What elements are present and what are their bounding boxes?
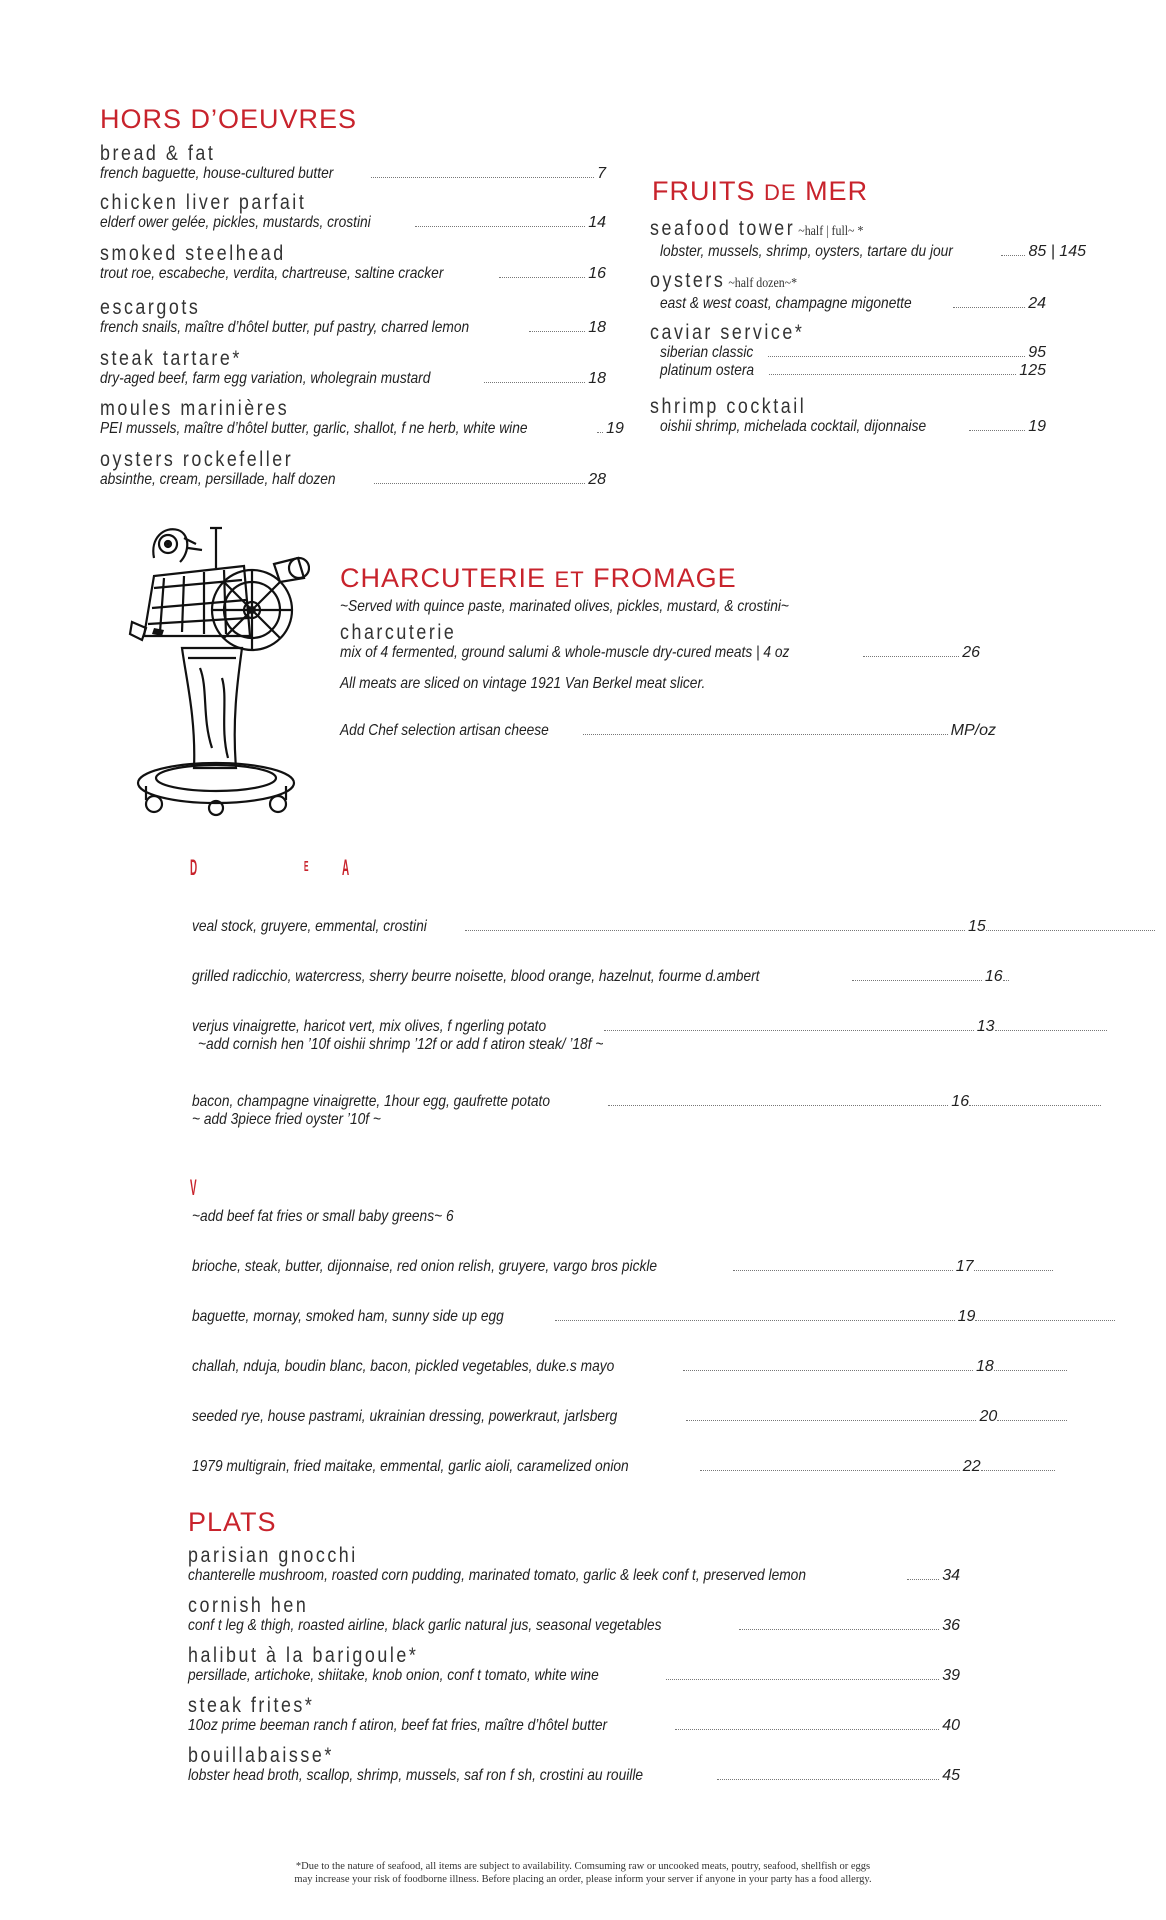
- item-desc: brioche, steak, butter, dijonnaise, red onion relish, gruyere, vargo bros pickle: [192, 1258, 658, 1275]
- soups-row: [192, 968, 1010, 986]
- item-price: 28: [588, 471, 606, 488]
- item-name: bouillabaisse*: [188, 1744, 334, 1767]
- item-desc: persillade, artichoke, shiitake, knob onion, conf t tomato, white wine: [188, 1667, 599, 1684]
- sandwich-row: [192, 1258, 1056, 1276]
- sandwich-addon: ~add beef fat fries or small baby greens~ 6: [192, 1208, 454, 1225]
- item-price: 39: [942, 1667, 960, 1684]
- item-desc: siberian classic: [660, 344, 754, 361]
- menu-item: [100, 143, 606, 183]
- item-desc: conf t leg & thigh, roasted airline, black garlic natural jus, seasonal vegetables: [188, 1617, 662, 1634]
- menu-item: [188, 1595, 960, 1635]
- menu-item: [188, 1745, 960, 1785]
- item-price: 18: [976, 1358, 994, 1375]
- item-name: seafood tower: [650, 217, 796, 240]
- item-desc: veal stock, gruyere, emmental, crostini: [192, 918, 427, 935]
- meat-slicer-illustration: [124, 518, 310, 820]
- item-price: 45: [942, 1767, 960, 1784]
- item-price: 19: [606, 420, 624, 437]
- sandwich-row: [192, 1458, 1058, 1476]
- oysters-item: [650, 270, 1046, 313]
- item-price: 40: [942, 1717, 960, 1734]
- item-price: 19: [957, 1308, 976, 1325]
- menu-item: [188, 1545, 960, 1585]
- menu-item: [100, 348, 606, 388]
- caviar-item: [650, 322, 1046, 380]
- fruits-de-mer-heading: FRUITS DE MER: [652, 176, 869, 206]
- item-desc: Add Chef selection artisan cheese: [340, 722, 549, 739]
- item-desc: 1979 multigrain, fried maitake, emmental, garlic aioli, caramelized onion: [192, 1458, 629, 1475]
- item-desc: bacon, champagne vinaigrette, 1hour egg, gaufrette potato: [192, 1093, 551, 1110]
- item-price: 20: [979, 1408, 998, 1425]
- item-desc: challah, nduja, boudin blanc, bacon, pickled vegetables, duke.s mayo: [192, 1358, 615, 1375]
- menu-item: [100, 192, 606, 232]
- sandwich-row: [192, 1308, 1118, 1326]
- item-price: 16: [588, 265, 606, 282]
- item-price: 85 | 145: [1028, 243, 1086, 260]
- item-name: moules marinières: [100, 397, 290, 420]
- charcuterie-item: [340, 622, 980, 662]
- item-name: steak tartare*: [100, 347, 242, 370]
- item-desc: baguette, mornay, smoked ham, sunny side up egg: [192, 1308, 504, 1325]
- item-desc: dry-aged beef, farm egg variation, wholegrain mustard: [100, 370, 431, 387]
- charcuterie-heading: CHARCUTERIE ET FROMAGE: [340, 563, 737, 593]
- item-price: MP/oz: [950, 722, 996, 739]
- item-name: halibut à la barigoule*: [188, 1644, 419, 1667]
- allergy-disclaimer: *Due to the nature of seafood, all items are subject to availability. Comsuming raw or uncooked meats, poutry, seafood, shellfish or eggs may increase your risk of foodborne illness. Before placing an order, please inform your server if anyone in your party has a food allergy.: [294, 1861, 872, 1885]
- soups-row: [192, 1018, 1110, 1054]
- item-desc: french snails, maître d’hôtel butter, puf pastry, charred lemon: [100, 319, 470, 336]
- item-name: cornish hen: [188, 1594, 309, 1617]
- seafood-tower-item: [650, 218, 1086, 261]
- item-price: 125: [1019, 362, 1046, 379]
- item-name: smoked steelhead: [100, 242, 286, 265]
- menu-item: [100, 449, 606, 489]
- soups-row: [192, 918, 1158, 936]
- item-note: ~half dozen~*: [725, 276, 798, 291]
- item-name: chicken liver parfait: [100, 191, 307, 214]
- item-price: 36: [942, 1617, 960, 1634]
- menu-item: [100, 397, 624, 438]
- item-name: steak frites*: [188, 1694, 315, 1717]
- item-price: 16: [984, 968, 1003, 985]
- sandwich-row: [192, 1408, 1070, 1426]
- item-name: shrimp cocktail: [650, 395, 807, 418]
- item-price: 7: [597, 165, 606, 182]
- item-price: 14: [588, 214, 606, 231]
- item-price: 26: [962, 644, 980, 661]
- item-desc: trout roe, escabeche, verdita, chartreuse, saltine cracker: [100, 265, 444, 282]
- item-desc: mix of 4 fermented, ground salumi & whole-muscle dry-cured meats | 4 oz: [340, 644, 790, 661]
- item-addon: ~ add 3piece fried oyster ’10f ~: [192, 1111, 381, 1128]
- item-price: 16: [951, 1093, 970, 1110]
- item-price: 18: [588, 370, 606, 387]
- item-price: 13: [976, 1018, 995, 1035]
- sandwiches-heading: V: [190, 1175, 197, 1200]
- item-desc: absinthe, cream, persillade, half dozen: [100, 471, 336, 488]
- menu-item: [188, 1695, 960, 1735]
- item-price: 24: [1028, 295, 1046, 312]
- item-desc: chanterelle mushroom, roasted corn pudding, marinated tomato, garlic & leek conf t, preserved lemon: [188, 1567, 806, 1584]
- item-name: charcuterie: [340, 621, 457, 644]
- item-name: parisian gnocchi: [188, 1544, 358, 1567]
- item-note: ~half | full~ *: [795, 224, 864, 239]
- charcuterie-subtitle: ~Served with quince paste, marinated olives, pickles, mustard, & crostini~: [340, 598, 789, 615]
- soups-row: [192, 1093, 1104, 1129]
- item-desc: platinum ostera: [660, 362, 755, 379]
- item-name: caviar service*: [650, 321, 805, 344]
- hors-doeuvres-heading: HORS D’OEUVRES: [100, 104, 358, 134]
- plats-heading: PLATS: [188, 1507, 277, 1537]
- menu-item: [100, 297, 606, 337]
- slicer-note: All meats are sliced on vintage 1921 Van Berkel meat slicer.: [340, 675, 706, 692]
- menu-item: [100, 243, 606, 283]
- item-price: 18: [588, 319, 606, 336]
- cheese-addon-row: [340, 722, 996, 740]
- item-price: 95: [1028, 344, 1046, 361]
- item-desc: lobster head broth, scallop, shrimp, mussels, saf ron f sh, crostini au rouille: [188, 1767, 644, 1784]
- item-name: oysters rockefeller: [100, 448, 294, 471]
- item-price: 17: [955, 1258, 974, 1275]
- shrimp-cocktail-item: [650, 396, 1046, 436]
- item-desc: east & west coast, champagne migonette: [660, 295, 912, 312]
- sandwich-row: [192, 1358, 1070, 1376]
- item-price: 22: [962, 1458, 981, 1475]
- item-name: oysters: [650, 269, 726, 292]
- item-desc: french baguette, house-cultured butter: [100, 165, 334, 182]
- item-desc: 10oz prime beeman ranch f atiron, beef fat fries, maître d’hôtel butter: [188, 1717, 608, 1734]
- item-desc: lobster, mussels, shrimp, oysters, tartare du jour: [660, 243, 953, 260]
- item-name: bread & fat: [100, 142, 216, 165]
- item-desc: oishii shrimp, michelada cocktail, dijonnaise: [660, 418, 927, 435]
- item-addon: ~add cornish hen ’10f oishii shrimp ’12f or add f atiron steak/ ’18f ~: [198, 1036, 604, 1053]
- item-desc: seeded rye, house pastrami, ukrainian dressing, powerkraut, jarlsberg: [192, 1408, 618, 1425]
- item-desc: elderf ower gelée, pickles, mustards, crostini: [100, 214, 371, 231]
- item-price: 15: [968, 918, 986, 935]
- item-desc: verjus vinaigrette, haricot vert, mix olives, f ngerling potato: [192, 1018, 547, 1035]
- menu-item: [188, 1645, 960, 1685]
- item-desc: grilled radicchio, watercress, sherry beurre noisette, blood orange, hazelnut, fourme d.ambert: [192, 968, 760, 985]
- item-price: 19: [1028, 418, 1046, 435]
- item-price: 34: [942, 1567, 960, 1584]
- item-name: escargots: [100, 296, 201, 319]
- item-desc: PEI mussels, maître d’hôtel butter, garlic, shallot, f ne herb, white wine: [100, 420, 528, 437]
